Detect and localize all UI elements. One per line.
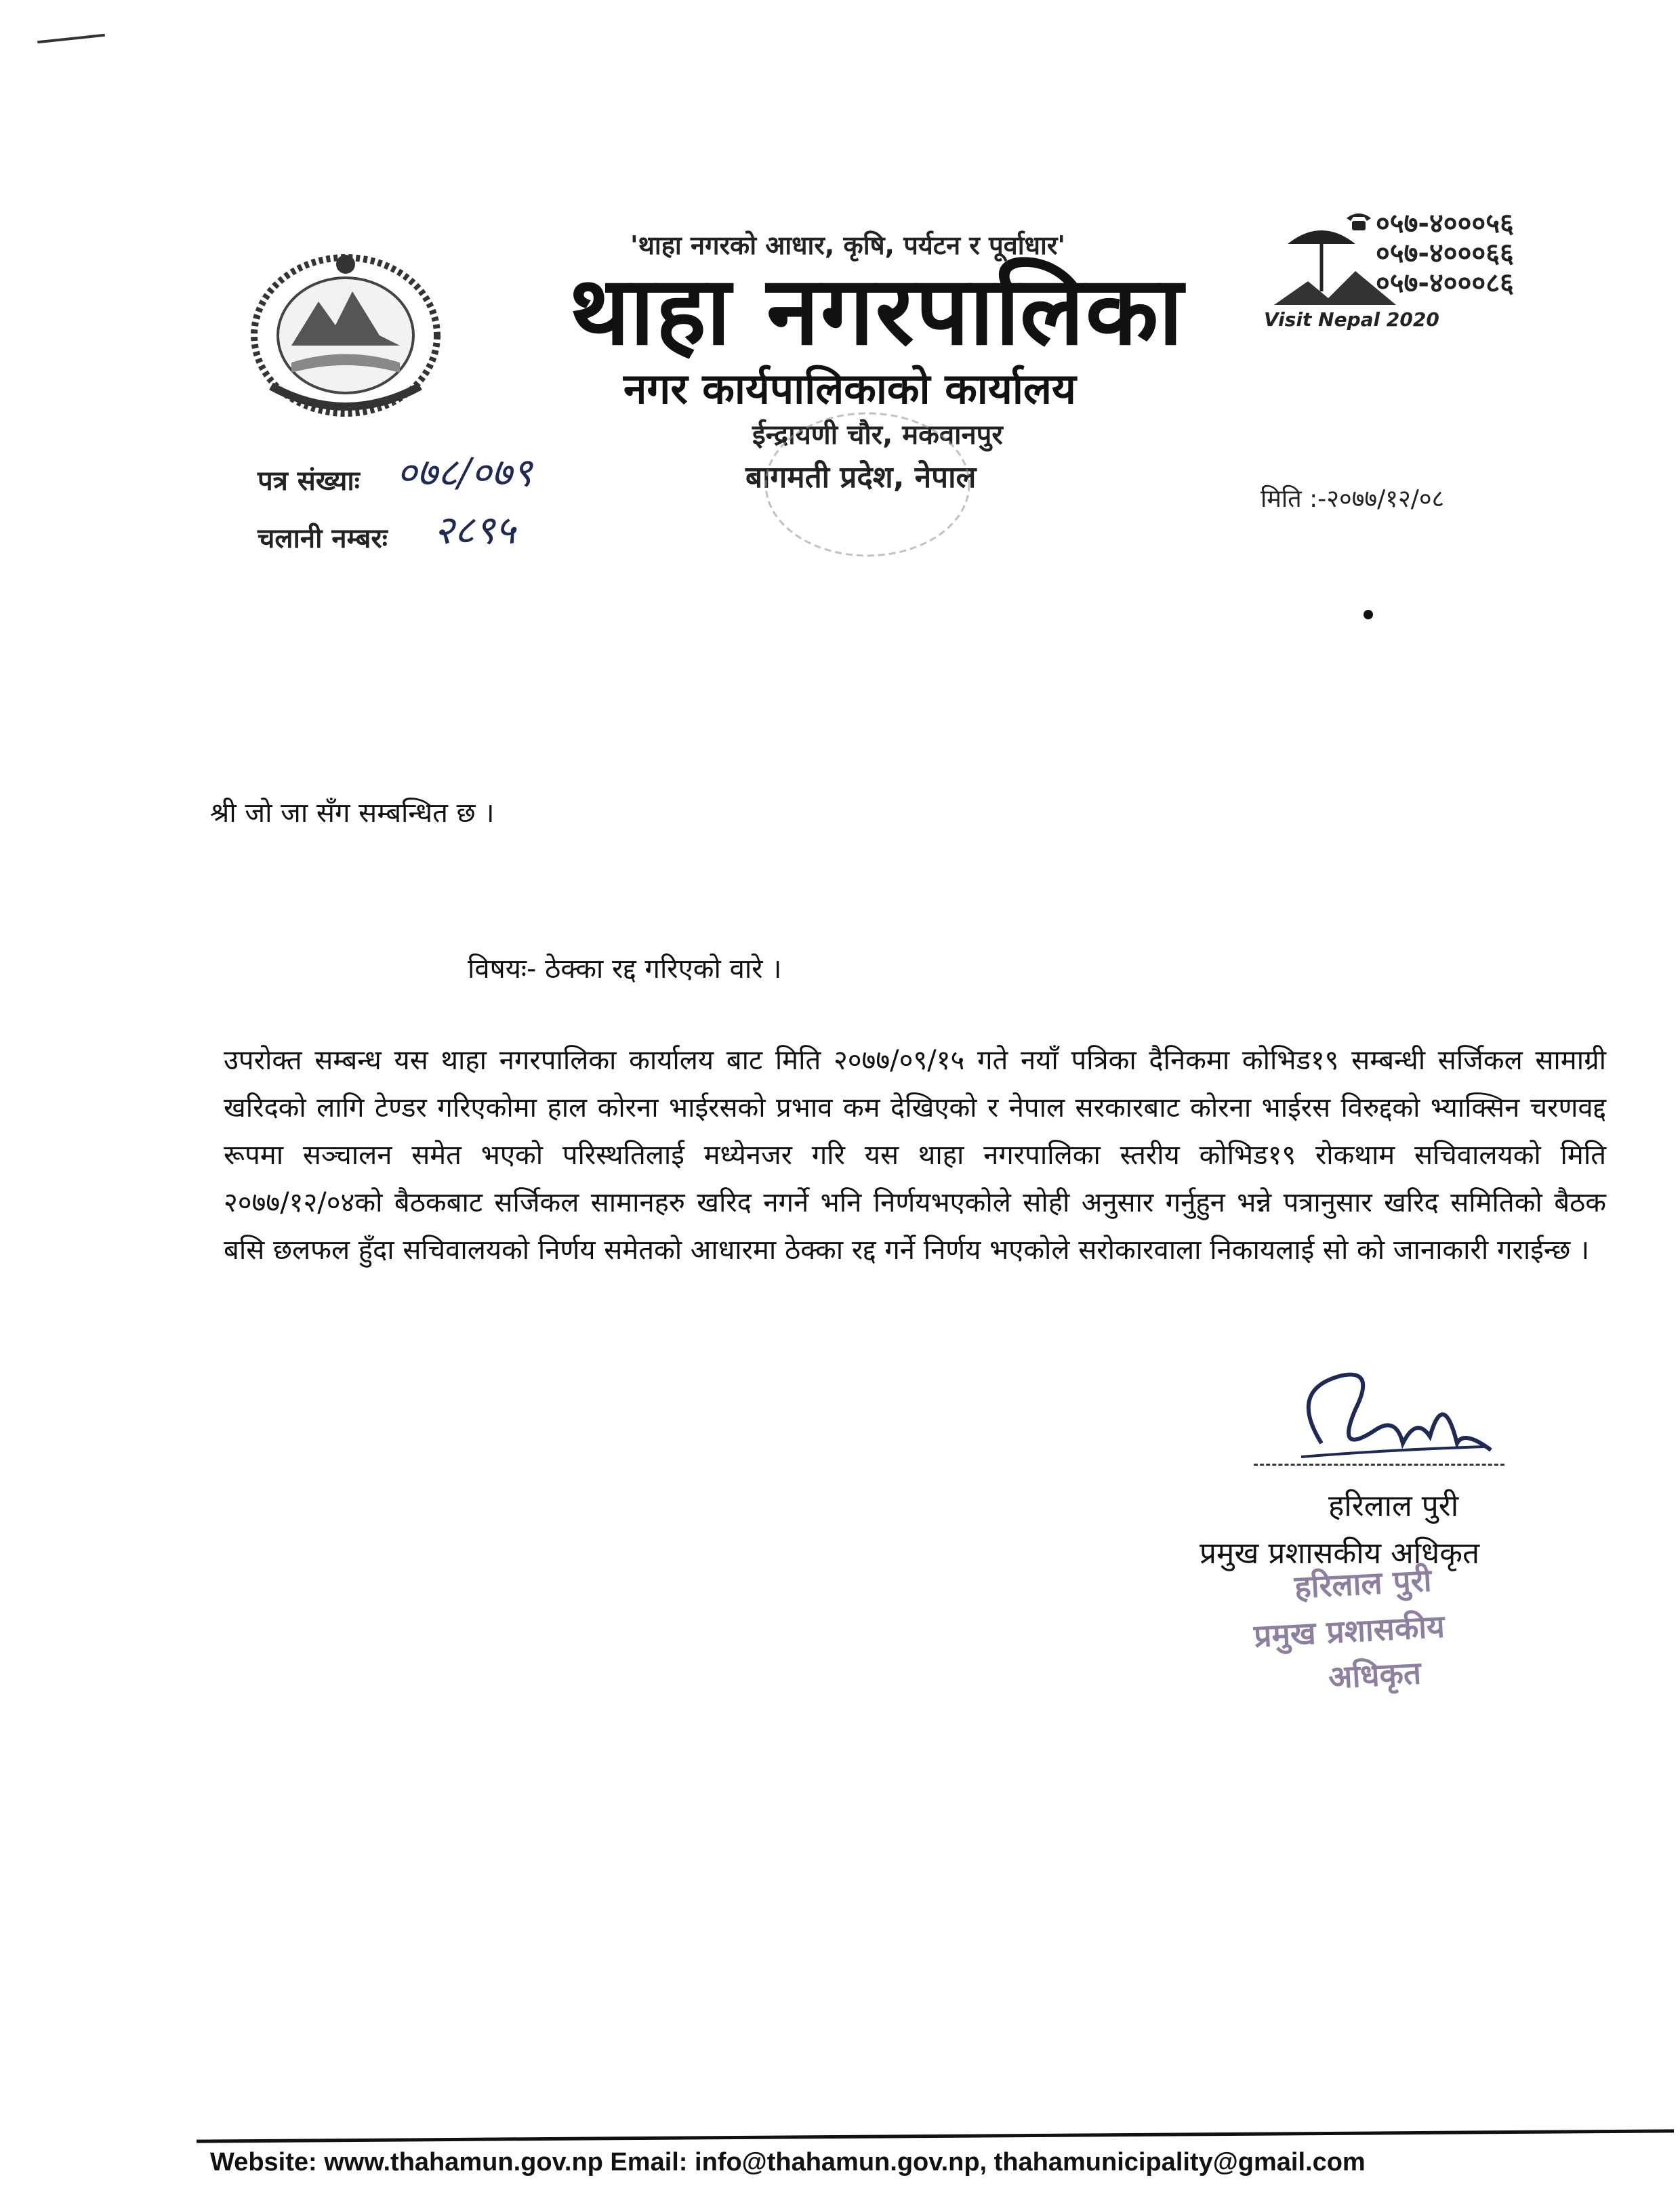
address-line-1: ईन्द्रायणी चौर, मकवानपुर: [752, 419, 1003, 451]
seal-title-line-1: प्रमुख प्रशासकीय: [1252, 1607, 1446, 1655]
dispatch-number-label: चलानी नम्बरः: [258, 523, 388, 554]
seal-title-line-2: अधिकृत: [1327, 1654, 1422, 1696]
subject-line: विषयः- ठेक्का रद्द गरिएको वारे ।: [468, 953, 782, 985]
signer-title: प्रमुख प्रशासकीय अधिकृत: [1200, 1536, 1480, 1571]
footer-divider: [197, 2129, 1674, 2143]
phone-number: ०५७-४०००६६: [1376, 238, 1514, 269]
municipality-name: थाहा नगरपालिका: [569, 256, 1185, 367]
municipality-motto: 'थाहा नगरको आधार, कृषि, पर्यटन र पूर्वाधार': [630, 230, 1066, 260]
nepal-emblem-icon: [244, 244, 447, 420]
signer-name: हरिलाल पुरी: [1328, 1489, 1459, 1523]
signature-line: [1254, 1464, 1504, 1466]
addressee-line: श्री जो जा सँग सम्बन्धित छ ।: [210, 798, 495, 829]
footer-contact: Website: www.thahamun.gov.np Email: info@thahamun.gov.np, thahamunicipality@gmail.com: [210, 2148, 1366, 2176]
phone-number: ०५७-४०००५६: [1376, 208, 1514, 239]
letter-number-value: ०७८/०७९: [396, 449, 533, 495]
telephone-icon: [1345, 211, 1372, 232]
ink-dot: [1364, 610, 1373, 619]
office-name: नगर कार्यपालिकाको कार्यालय: [623, 364, 1076, 413]
office-round-stamp-icon: [745, 407, 989, 562]
seal-name: हरिलाल पुरी: [1293, 1561, 1433, 1606]
address-line-2: बागमती प्रदेश, नेपाल: [745, 460, 977, 495]
letter-number-label: पत्र संख्याः: [258, 466, 360, 497]
phone-number: ०५७-४०००८६: [1376, 268, 1514, 299]
scan-artifact-mark: [37, 34, 105, 43]
phone-numbers: [1376, 209, 1514, 298]
letter-date: मिति :-२०७७/१२/०८: [1261, 485, 1445, 513]
visit-nepal-logo-text: Visit Nepal 2020: [1264, 308, 1439, 331]
letter-body-paragraph: उपरोक्त सम्बन्ध यस थाहा नगरपालिका कार्यालय बाट मिति २०७७/०९/१५ गते नयाँ पत्रिका दैनिकमा कोभिड१९ सम्बन्धी सर्जिकल सामाग्री खरिदको लागि टेण्डर गरिएकोमा हाल कोरना भाईरसको प्रभाव कम देखिएको र नेपाल सरकारबाट कोरना भाईरस विरुद्दको भ्याक्सिन चरणवद्द रूपमा सञ्चालन समेत भएको परिस्थतिलाई मध्येनजर गरि यस थाहा नगरपालिका स्तरीय कोभिड१९ रोकथाम सचिवालयको मिति २०७७/१२/०४को बैठकबाट सर्जिकल सामानहरु खरिद नगर्ने भनि निर्णयभएकोले सोही अनुसार गर्नुहुन भन्ने पत्रानुसार खरिद समितिको बैठक बसि छलफल हुँदा सचिवालयको निर्णय समेतको आधारमा ठेक्का रद्द गर्ने निर्णय भएकोले सरोकारवाला निकायलाई सो को जानाकारी गराईन्छ ।: [224, 1045, 1606, 1266]
dispatch-number-value: २८९५: [434, 507, 516, 553]
